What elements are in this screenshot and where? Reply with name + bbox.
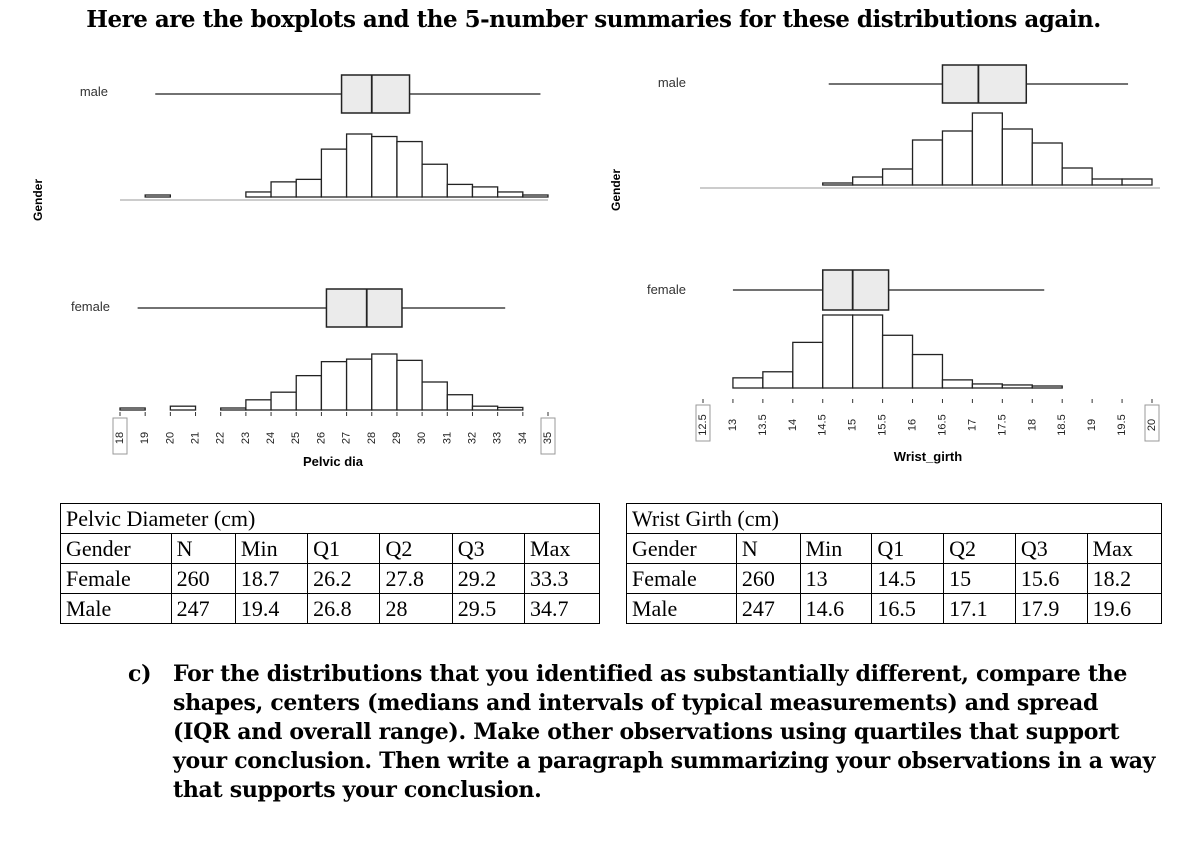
table-cell: 14.6 [800,594,872,624]
x-tick-label: 15 [846,418,859,432]
table-header-cell: N [736,534,800,564]
histogram-bar [823,183,853,185]
table-cell: 33.3 [525,564,600,594]
x-tick-label: 31 [441,431,454,445]
table-cell: 260 [171,564,235,594]
table-header-cell: Q3 [452,534,524,564]
x-tick-label: 28 [365,431,378,445]
x-tick-label: 30 [416,431,429,445]
histogram-bar [853,177,883,185]
y-axis-label: Gender [609,168,623,212]
histogram-bar [1032,143,1062,185]
x-tick-label: 29 [390,431,403,445]
histogram-bar [397,360,422,410]
table-caption: Pelvic Diameter (cm) [61,504,600,534]
x-tick-label: 17.5 [996,414,1009,436]
group-label: male [657,75,686,90]
histogram-bar [498,407,523,410]
histogram-bar [472,406,497,410]
table-row [61,594,600,624]
histogram-bar [120,408,145,410]
table-header-cell: Gender [627,534,737,564]
x-tick-label: 20 [1146,418,1158,432]
x-tick-label: 34 [516,431,529,445]
x-tick-label: 12.5 [697,414,709,436]
table-cell: 247 [736,594,800,624]
x-tick-label: 24 [265,431,278,445]
histogram-bar [523,195,548,197]
table-cell: 19.4 [235,594,307,624]
histogram-bar [1062,168,1092,185]
histogram-bar [1002,385,1032,388]
table-cell: 26.2 [308,564,380,594]
table-caption: Wrist Girth (cm) [627,504,1162,534]
box-iqr [823,270,889,310]
histogram-bar [271,392,296,410]
table-cell: Female [627,564,737,594]
histogram-bar [221,408,246,410]
histogram-bar [372,137,397,197]
histogram-bar [321,362,346,410]
table-cell: Female [61,564,172,594]
question-text: For the distributions that you identified as substantially different, compare the shapes, centers (medians and intervals of typical measurements) and spread (IQR and overall range). Make other observations using quartiles that support your conclusion. Then write a paragraph summarizing your observations in a way that supports your conclusion. [173,661,1156,803]
histogram-bar [498,192,523,197]
table-cell: 29.5 [452,594,524,624]
x-tick-label: 17 [966,418,979,432]
table-cell: 19.6 [1087,594,1161,624]
table-cell: 34.7 [525,594,600,624]
x-tick-label: 16 [906,418,919,432]
table-cell: 13 [800,564,872,594]
histogram-bar [733,378,763,388]
x-tick-label: 25 [290,431,303,445]
histogram-bar [972,113,1002,185]
pelvic-diameter-table [60,503,600,624]
histogram-bar [1032,386,1062,388]
histogram-bar [246,400,271,410]
page-heading: Here are the boxplots and the 5-number summaries for these distributions again. [86,6,1101,33]
table-header-cell: Gender [61,534,172,564]
histogram-bar [422,382,447,410]
box-iqr [342,75,410,113]
histogram-bar [347,359,372,410]
histogram-bar [296,376,321,410]
histogram-bar [972,384,1002,388]
table-header-cell: Q2 [944,534,1016,564]
histogram-bar [942,380,972,388]
x-axis-label: Wrist_girth [893,449,963,464]
x-tick-label: 33 [491,431,504,445]
y-axis-label: Gender [31,178,45,222]
table-cell: 15 [944,564,1016,594]
x-tick-label: 14.5 [816,414,829,436]
table-header-cell: Max [1087,534,1161,564]
table-cell: 17.9 [1015,594,1087,624]
table-header-cell: Q3 [1015,534,1087,564]
x-tick-label: 15.5 [876,414,889,436]
histogram-bar [170,406,195,410]
x-tick-label: 22 [214,431,227,445]
table-cell: Male [61,594,172,624]
table-cell: 26.8 [308,594,380,624]
histogram-bar [823,315,853,388]
histogram-bar [296,179,321,197]
x-tick-label: 32 [466,431,479,445]
histogram-bar [913,140,943,185]
x-tick-label: 16.5 [936,414,949,436]
table-row [627,594,1162,624]
table-header-cell: Q1 [872,534,944,564]
histogram-bar [447,184,472,197]
x-tick-label: 19.5 [1116,414,1129,436]
group-label: female [646,282,686,297]
table-cell: 18.7 [235,564,307,594]
table-cell: 29.2 [452,564,524,594]
table-header-cell: N [171,534,235,564]
table-cell: 28 [380,594,452,624]
x-tick-label: 20 [164,431,177,445]
x-axis-label: Pelvic dia [303,454,363,469]
table-cell: 27.8 [380,564,452,594]
x-tick-label: 18 [114,431,126,445]
x-tick-label: 13.5 [756,414,769,436]
table-header-cell: Q2 [380,534,452,564]
histogram-bar [853,315,883,388]
x-tick-label: 21 [189,431,202,445]
box-iqr [326,289,402,327]
histogram-bar [883,169,913,185]
x-tick-label: 27 [340,431,353,445]
histogram-bar [1002,129,1032,185]
table-header-cell: Max [525,534,600,564]
histogram-bar [1092,179,1122,185]
histogram-bar [321,149,346,197]
group-label: male [79,84,108,99]
histogram-bar [763,372,793,388]
x-tick-label: 14 [786,418,799,432]
histogram-bar [793,342,823,388]
table-header-cell: Q1 [308,534,380,564]
histogram-bar [271,182,296,197]
histogram-bar [472,187,497,197]
histogram-bar [942,131,972,185]
histogram-bar [447,395,472,410]
x-tick-label: 26 [315,431,328,445]
histogram-bar [145,195,170,197]
question-label: c) [128,661,152,687]
table-cell: 260 [736,564,800,594]
histogram-bar [372,354,397,410]
group-label: female [70,299,110,314]
table-cell: 16.5 [872,594,944,624]
table-cell: 247 [171,594,235,624]
wrist-girth-table [626,503,1162,624]
x-tick-label: 19 [1086,418,1099,432]
histogram-bar [347,134,372,197]
histogram-bar [246,192,271,197]
x-tick-label: 23 [239,431,252,445]
table-cell: 15.6 [1015,564,1087,594]
table-cell: Male [627,594,737,624]
histogram-bar [422,164,447,197]
table-header-cell: Min [235,534,307,564]
histogram-bar [913,355,943,388]
table-cell: 14.5 [872,564,944,594]
histogram-bar [1122,179,1152,185]
box-iqr [942,65,1026,103]
histogram-bar [883,335,913,388]
x-tick-label: 18 [1026,418,1039,432]
table-row [627,564,1162,594]
x-tick-label: 18.5 [1056,414,1069,436]
x-tick-label: 35 [542,431,554,445]
table-cell: 17.1 [944,594,1016,624]
table-cell: 18.2 [1087,564,1161,594]
question-c [128,660,1158,805]
histogram-bar [397,142,422,197]
x-tick-label: 13 [726,418,739,432]
x-tick-label: 19 [139,431,152,445]
table-row [61,564,600,594]
table-header-cell: Min [800,534,872,564]
